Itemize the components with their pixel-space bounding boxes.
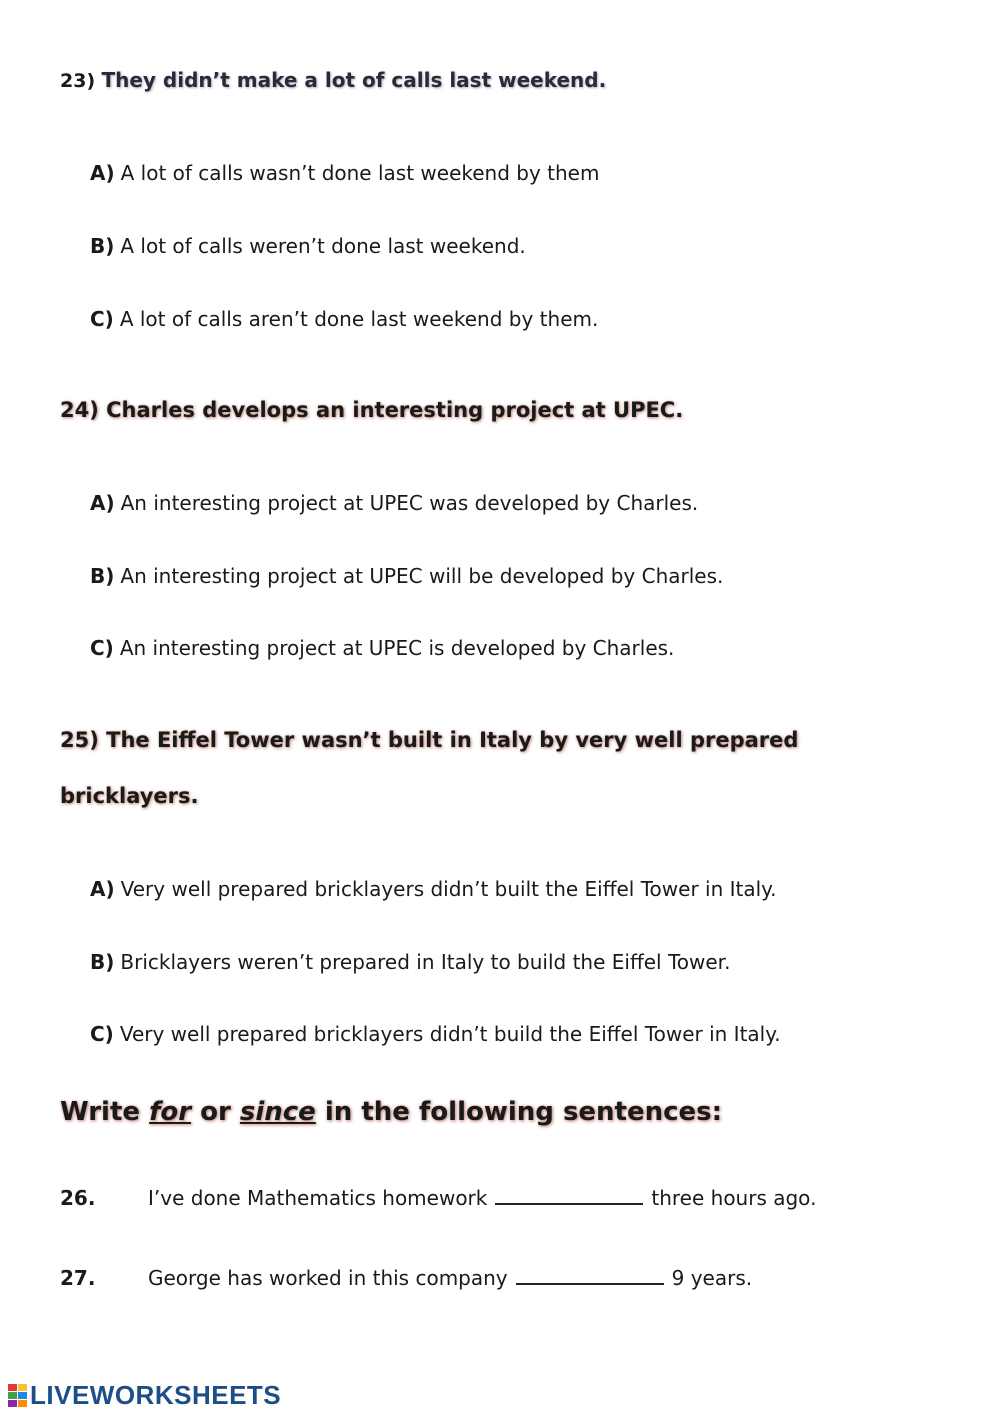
section-word-since: since [239,1097,316,1127]
fill-item-before: George has worked in this company [148,1266,508,1290]
question-24-heading: 24) Charles develops an interesting project at UPEC. [60,398,684,422]
fill-item-number: 27. [60,1266,96,1290]
option-letter: A) [90,491,115,515]
logo-blocks-icon [8,1384,27,1407]
section-text-3: in the following sentences: [315,1097,723,1127]
liveworksheets-logo[interactable] [8,1380,281,1411]
option-text: An interesting project at UPEC will be developed by Charles. [120,564,724,588]
option-letter: A) [90,161,115,185]
q23-option-c[interactable] [90,307,598,331]
option-text: Very well prepared bricklayers didn’t build the Eiffel Tower in Italy. [119,1022,781,1046]
option-letter: C) [90,1022,114,1046]
option-text: Bricklayers weren’t prepared in Italy to build the Eiffel Tower. [120,950,731,974]
option-text: An interesting project at UPEC is developed by Charles. [119,636,675,660]
fill-item-number: 26. [60,1186,96,1210]
option-letter: A) [90,877,115,901]
q25-option-a[interactable] [90,877,777,901]
q23-option-b[interactable] [90,234,526,258]
question-25-heading-line2: bricklayers. [60,784,199,808]
section-word-for: for [149,1097,192,1127]
option-text: A lot of calls aren’t done last weekend by them. [119,307,599,331]
option-letter: B) [90,564,115,588]
q24-option-b[interactable] [90,564,723,588]
fill-item-after: three hours ago. [651,1186,817,1210]
option-letter: B) [90,950,115,974]
logo-text: LIVEWORKSHEETS [30,1380,282,1410]
fill-item-26 [60,1186,816,1210]
q24-option-c[interactable] [90,636,674,660]
question-23-number: 23) [60,70,96,92]
question-23-heading [60,68,606,92]
question-25-heading-line1: 25) The Eiffel Tower wasn’t built in Italy by very well prepared [60,728,799,752]
q23-option-a[interactable] [90,161,599,185]
question-23-prompt: They didn’t make a lot of calls last weekend. [101,68,607,92]
q25-option-b[interactable] [90,950,730,974]
fill-item-before: I’ve done Mathematics homework [148,1186,488,1210]
answer-blank[interactable] [516,1282,664,1285]
option-text: Very well prepared bricklayers didn’t built the Eiffel Tower in Italy. [120,877,777,901]
option-text: An interesting project at UPEC was developed by Charles. [120,491,699,515]
q24-option-a[interactable] [90,491,698,515]
section-text-1: Write [60,1097,150,1127]
answer-blank[interactable] [495,1202,643,1205]
fill-item-after: 9 years. [671,1266,753,1290]
section-heading [60,1097,722,1127]
fill-item-27 [60,1266,752,1290]
option-letter: C) [90,307,114,331]
q25-option-c[interactable] [90,1022,781,1046]
option-letter: B) [90,234,115,258]
option-text: A lot of calls weren’t done last weekend. [120,234,526,258]
option-text: A lot of calls wasn’t done last weekend by them [120,161,600,185]
section-text-2: or [191,1097,240,1127]
option-letter: C) [90,636,114,660]
